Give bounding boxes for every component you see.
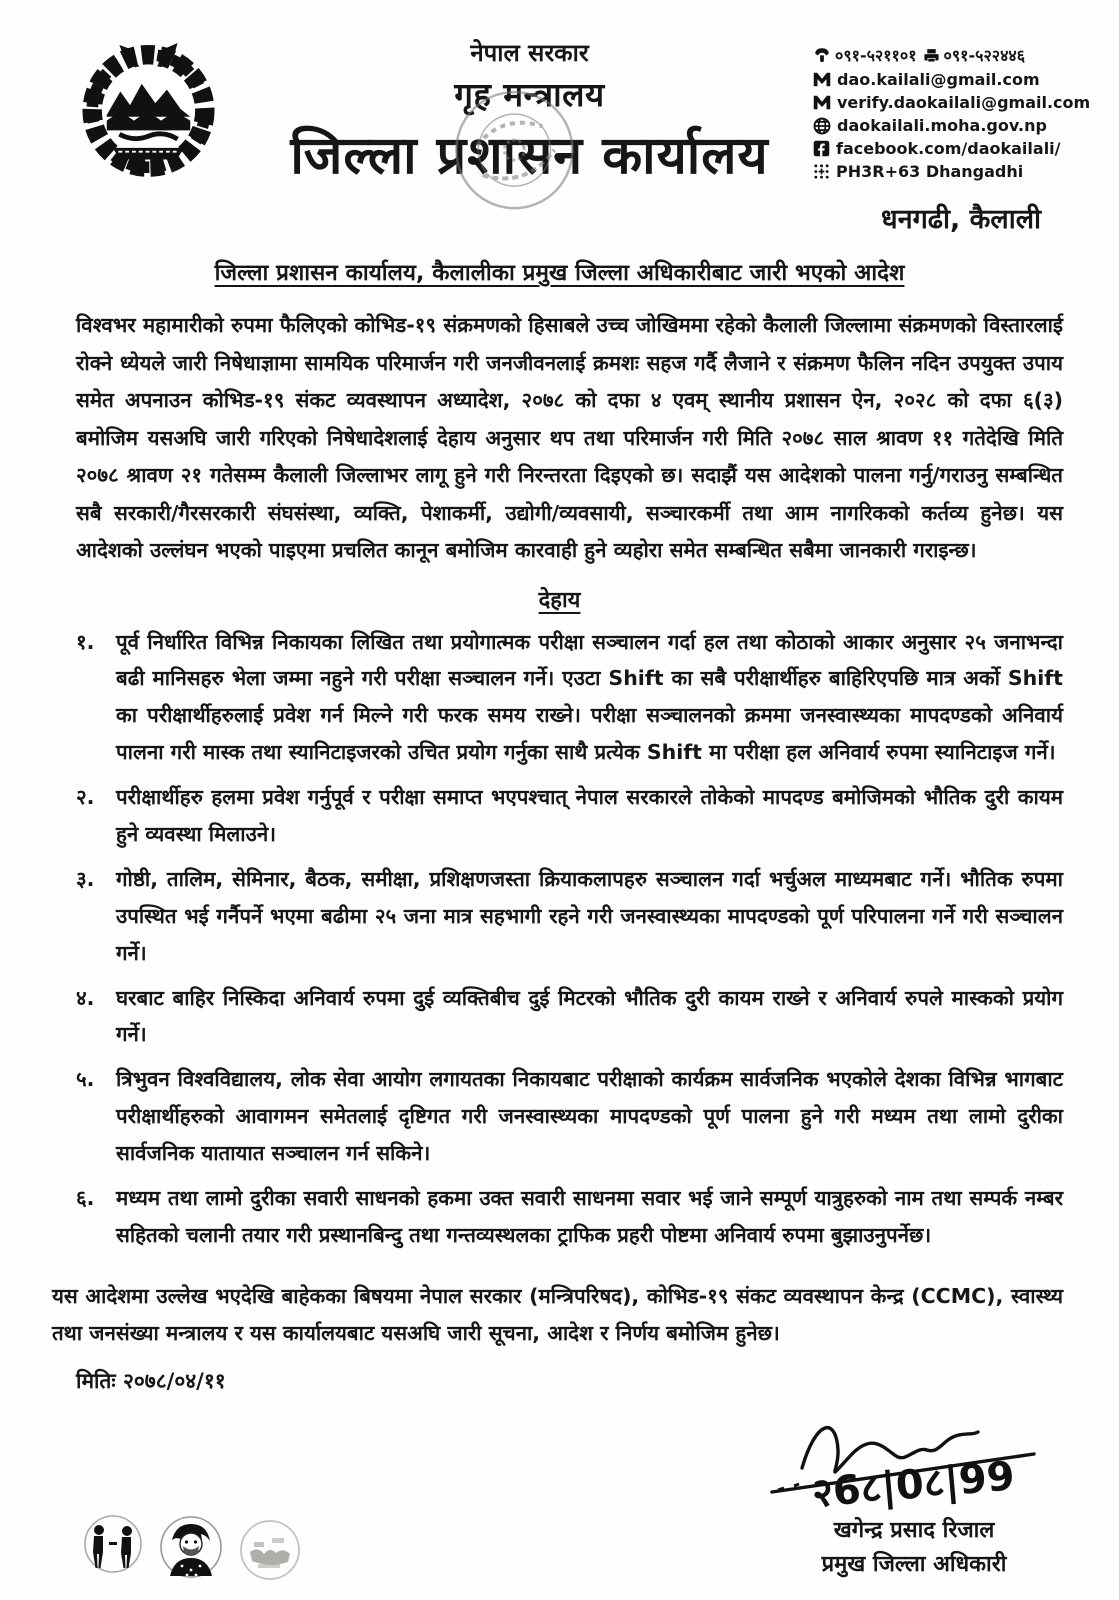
item-text: पूर्व निर्धारित विभिन्न निकायका लिखित तथा प्रयोगात्मक परीक्षा सञ्चालन गर्दा हल तथा कोठाको आकार अनुसार २५ जनाभन्दा बढी मानिसहरु भेला जम्मा नहुने गरी परीक्षा सञ्चालन गर्ने। एउटा Shift का सबै परीक्षार्थीहरु बाहिरिएपछि मात्र अर्को Shift का परीक्षार्थीहरुलाई प्रवेश गर्न मिल्ने गरी फरक समय राख्ने। परीक्षा सञ्चालनको क्रममा जनस्वास्थ्यका मापदण्डको अनिवार्य पालना गरी मास्क तथा स्यानिटाइजरको उचित प्रयोग गर्नुका साथै प्रत्येक Shift मा परीक्षा हल अनिवार्य रुपमा स्यानिटाइज गर्ने। — [116, 629, 1063, 765]
signature-block — [749, 1406, 1079, 1578]
contact-block — [813, 34, 1091, 185]
item-number: १. — [76, 629, 95, 654]
list-item — [76, 779, 1063, 853]
list-heading: देहाय — [538, 587, 581, 613]
faded-round-stamp-icon — [238, 1518, 302, 1584]
item-number: ५. — [76, 1067, 95, 1092]
email-address-1: dao.kailali@gmail.com — [837, 70, 1040, 89]
list-item — [76, 1180, 1063, 1254]
government-name: नेपाल सरकार — [470, 39, 589, 67]
fax-number: ०९१-५२२४४६ — [943, 46, 1026, 65]
website-url: daokailali.moha.gov.np — [837, 116, 1047, 135]
item-number: ६. — [76, 1185, 95, 1210]
facebook-row — [813, 139, 1071, 158]
globe-icon — [813, 117, 831, 135]
document-title: जिल्ला प्रशासन कार्यालय, कैलालीका प्रमुख जिल्ला अधिकारीबाट जारी भएको आदेश — [214, 260, 905, 286]
nepal-coat-of-arms-icon — [66, 34, 231, 184]
signature-scribble — [764, 1406, 1064, 1516]
signatory-title: प्रमुख जिल्ला अधिकारी — [821, 1552, 1007, 1577]
office-location: धनगढी, कैलाली — [881, 204, 1041, 235]
plus-code-icon — [813, 163, 830, 180]
email-row-1 — [813, 70, 1071, 89]
email-row-2 — [813, 93, 1091, 112]
item-text: गोष्ठी, तालिम, सेमिनार, बैठक, समीक्षा, प्रशिक्षणजस्ता क्रियाकलापहरु सञ्चालन गर्दा भर्चुअल माध्यमबाट गर्ने। भौतिक रुपमा उपस्थित भई गर्नैपर्ने भएमा बढीमा २५ जना मात्र सहभागी रहने गरी जनस्वास्थ्यका मापदण्डको पूर्ण परिपालना गर्ने गरी सञ्चालन गर्ने। — [116, 866, 1063, 965]
mail-icon — [813, 95, 831, 110]
letterhead — [0, 0, 1119, 189]
signatory-name: खगेन्द्र प्रसाद रिजाल — [833, 1518, 995, 1543]
fax-icon — [923, 47, 940, 64]
ministry-name: गृह मन्त्रालय — [454, 75, 605, 114]
item-text: घरबाट बाहिर निस्किदा अनिवार्य रुपमा दुई व्यक्तिबीच दुई मिटरको भौतिक दुरी कायम राख्ने र अनिवार्य रुपले मास्कको प्रयोग गर्ने। — [116, 985, 1063, 1047]
facebook-url: facebook.com/daokailali/ — [836, 139, 1061, 158]
awareness-stamps — [82, 1512, 302, 1584]
date-label: मितिः — [76, 1368, 116, 1393]
closing-paragraph: यस आदेशमा उल्लेख भएदेखि बाहेकका बिषयमा नेपाल सरकार (मन्त्रिपरिषद), कोभिड-१९ संकट व्यवस्थापन केन्द्र (CCMC), स्वास्थ्य तथा जनसंख्या मन्त्रालय र यस कार्यालयबाट यसअघि जारी सूचना, आदेश र निर्णय बमोजिम हुनेछ। — [52, 1283, 1063, 1346]
nepal-emblem — [66, 34, 246, 188]
list-item — [76, 861, 1063, 972]
item-number: ३. — [76, 866, 95, 891]
item-number: २. — [76, 785, 95, 810]
item-text: परीक्षार्थीहरु हलमा प्रवेश गर्नुपूर्व र परीक्षा समाप्त भएपश्चात् नेपाल सरकारले तोकेको मापदण्ड बमोजिमको भौतिक दुरी कायम हुने व्यवस्था मिलाउने। — [116, 785, 1063, 846]
phone-icon — [813, 46, 831, 64]
intro-paragraph: विश्वभर महामारीको रुपमा फैलिएको कोभिड-१९ संक्रमणको हिसाबले उच्च जोखिममा रहेको कैलाली जिल्लामा संक्रमणको विस्तारलाई रोक्ने ध्येयले जारी निषेधाज्ञामा सामयिक परिमार्जन गरी जनजीवनलाई क्रमशः सहज गर्दै लैजाने र संक्रमण फैलिन नदिन उपयुक्त उपाय समेत अपनाउन कोभिड-१९ संकट व्यवस्थापन अध्यादेश, २०७८ को दफा ४ एवम् स्थानीय प्रशासन ऐन, २०२८ को दफा ६(३) बमोजिम यसअघि जारी गरिएको निषेधादेशलाई देहाय अनुसार थप तथा परिमार्जन गरी मिति २०७८ साल श्रावण ११ गतेदेखि मिति २०७८ श्रावण २१ गतेसम्म कैलाली जिल्लाभर लागू हुने गरी निरन्तरता दिइएको छ। सदाझैं यस आदेशको पालना गर्नु/गराउनु सम्बन्धित सबै सरकारी/गैरसरकारी संघसंस्था, व्यक्ति, पेशाकर्मी, उद्योगी/व्यवसायी, सञ्चारकर्मी तथा आम नागरिकको कर्तव्य हुनेछ। यस आदेशको उल्लंघन भएको पाइएमा प्रचलित कानून बमोजिम कारवाही हुने व्यहोरा समेत सम्बन्धित सबैमा जानकारी गराइन्छ। — [76, 313, 1063, 562]
handwritten-number: २6८|0८|99 — [810, 1453, 1017, 1516]
social-distancing-icon — [82, 1512, 144, 1584]
item-text: त्रिभुवन विश्वविद्यालय, लोक सेवा आयोग लगायतका निकायबाट परीक्षाको कार्यक्रम सार्वजनिक भएकोले देशका विभिन्न भागबाट परीक्षार्थीहरुको आवागमन समेतलाई दृष्टिगत गरी जनस्वास्थ्यका मापदण्डको पूर्ण पालना हुने गरी मध्यम तथा लामो दुरीका सार्वजनिक यातायात सञ्चालन गर्न सकिने। — [116, 1067, 1063, 1166]
list-item — [76, 1061, 1063, 1172]
plus-code-row — [813, 162, 1071, 181]
order-items-list — [76, 624, 1063, 1254]
item-number: ४. — [76, 985, 95, 1010]
office-name: जिल्ला प्रशासन कार्यालय — [290, 126, 769, 186]
facebook-icon — [813, 140, 830, 157]
list-item — [76, 980, 1063, 1054]
item-text: मध्यम तथा लामो दुरीका सवारी साधनको हकमा उक्त सवारी साधनमा सवार भई जाने सम्पूर्ण यात्रुहरुको नाम तथा सम्पर्क नम्बर सहितको चलानी तयार गरी प्रस्थानबिन्दु तथा गन्तव्यस्थलका ट्राफिक प्रहरी पोष्टमा अनिवार्य रुपमा बुझाउनुपर्नेछ। — [116, 1185, 1063, 1247]
website-row — [813, 116, 1071, 135]
plus-code: PH3R+63 Dhangadhi — [836, 162, 1024, 181]
phone-fax-row — [813, 44, 1071, 66]
email-address-2: verify.daokailali@gmail.com — [837, 93, 1091, 112]
list-item — [76, 624, 1063, 772]
phone-number: ०९१-५२११०१ — [835, 46, 917, 65]
issue-date — [76, 1367, 1119, 1395]
mail-icon — [813, 72, 831, 87]
date-value: २०७८/०४/११ — [122, 1368, 226, 1393]
masked-person-icon — [158, 1514, 224, 1584]
